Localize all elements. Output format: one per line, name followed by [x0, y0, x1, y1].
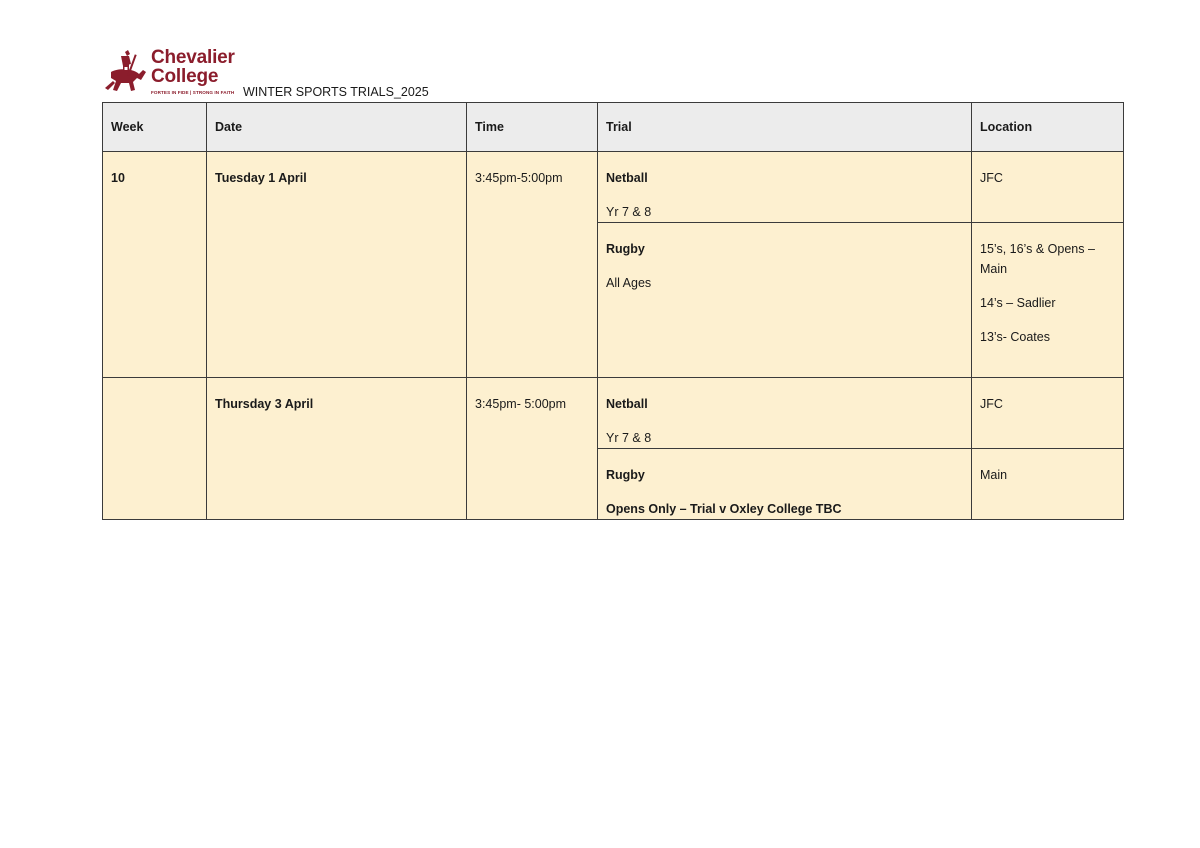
trial-sport: Rugby — [606, 242, 645, 256]
location-cell — [972, 223, 1124, 378]
table-header-row — [103, 103, 1124, 152]
college-name-line2: College — [151, 66, 219, 87]
trial-sport: Netball — [606, 397, 648, 411]
location-cell — [972, 378, 1124, 449]
week-cell — [103, 378, 207, 520]
location-value: 13’s- Coates — [980, 330, 1050, 344]
table-row — [103, 152, 1124, 223]
location-value: 14’s – Sadlier — [980, 296, 1056, 310]
trial-sport: Rugby — [606, 468, 645, 482]
college-name — [151, 48, 235, 86]
location-value: JFC — [980, 171, 1003, 185]
trial-detail: Yr 7 & 8 — [606, 431, 652, 445]
date-value: Tuesday 1 April — [215, 171, 307, 185]
column-header-location: Location — [972, 103, 1124, 152]
trial-sport: Netball — [606, 171, 648, 185]
trial-cell — [598, 378, 972, 449]
table-row — [103, 378, 1124, 449]
document-title: WINTER SPORTS TRIALS_2025 — [243, 85, 429, 99]
time-value: 3:45pm-5:00pm — [475, 171, 563, 185]
college-motto: FORTES IN FIDE | STRONG IN FAITH — [151, 90, 235, 95]
column-header-date: Date — [207, 103, 467, 152]
column-header-time: Time — [467, 103, 598, 152]
trial-detail: Yr 7 & 8 — [606, 205, 652, 219]
college-name-line1: Chevalier — [151, 47, 235, 68]
trial-cell — [598, 449, 972, 520]
column-header-week: Week — [103, 103, 207, 152]
time-value: 3:45pm- 5:00pm — [475, 397, 567, 411]
trial-cell — [598, 152, 972, 223]
location-value: JFC — [980, 397, 1003, 411]
date-cell — [207, 378, 467, 520]
knight-on-horse-icon — [103, 48, 147, 98]
location-value: 15’s, 16’s & Opens – Main — [980, 242, 1095, 276]
time-cell — [467, 152, 598, 378]
college-logo — [103, 48, 243, 98]
location-cell — [972, 449, 1124, 520]
trial-detail: All Ages — [606, 276, 652, 290]
trials-table — [102, 102, 1124, 520]
date-value: Thursday 3 April — [215, 397, 314, 411]
location-value: Main — [980, 468, 1008, 482]
week-value: 10 — [111, 171, 125, 185]
column-header-trial: Trial — [598, 103, 972, 152]
time-cell — [467, 378, 598, 520]
location-cell — [972, 152, 1124, 223]
week-cell — [103, 152, 207, 378]
date-cell — [207, 152, 467, 378]
trial-detail: Opens Only – Trial v Oxley College TBC — [606, 502, 842, 516]
trial-cell — [598, 223, 972, 378]
